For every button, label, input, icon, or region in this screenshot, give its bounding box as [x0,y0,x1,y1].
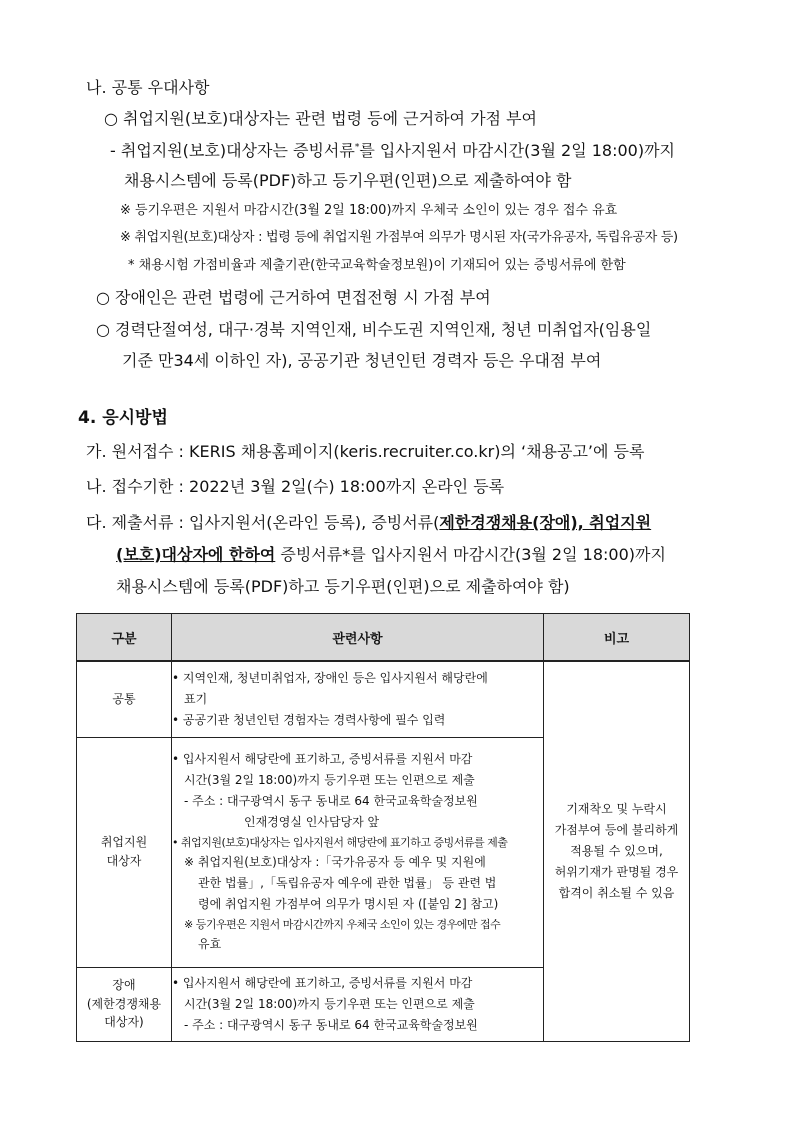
section-heading: 4. 응시방법 [78,408,168,428]
category-label: 대상자 [106,854,142,868]
detail-cell [172,737,544,967]
detail-line: • 입사지원서 해당란에 표기하고, 증빙서류를 지원서 마감 [172,975,473,990]
detail-line: - 주소 : 대구광역시 동구 동내로 64 한국교육학술정보원 [184,1017,478,1032]
method-item: 나. 접수기한 : 2022년 3월 2일(수) 18:00까지 온라인 등록 [86,477,505,496]
detail-line: 관한 법률」,「독립유공자 예우에 관한 법률」 등 관련 법 [198,876,497,890]
note-line: ※ 취업지원(보호)대상자 : 법령 등에 취업지원 가점부여 의무가 명시된 자(국가유공자, 독립유공자 등) [120,230,678,245]
emphasis-text: (보호)대상자에 한하여 [116,545,276,564]
dash-item [110,141,675,160]
detail-line: 표기 [184,691,208,706]
remark-line: 가점부여 등에 불리하게 [554,822,679,837]
table-row [77,661,690,737]
table-header-row [77,614,690,662]
note-line: ※ 등기우편은 지원서 마감시간(3월 2일 18:00)까지 우체국 소인이 있는 경우 접수 유효 [120,203,618,218]
detail-line: • 지역인재, 청년미취업자, 장애인 등은 입사지원서 해당란에 [172,670,488,685]
category-label: 장애 [112,978,136,993]
method-text: 증빙서류*를 입사지원서 마감시간(3월 2일 18:00)까지 [275,545,666,564]
detail-cell [172,661,544,737]
detail-line: 인재경영실 인사담당자 앞 [244,814,380,829]
column-header: 비고 [544,614,690,662]
method-text: 다. 제출서류 : 입사지원서(온라인 등록), 증빙서류( [86,513,440,532]
detail-line: ※ 등기우편은 지원서 마감시간까지 우체국 소인이 있는 경우에만 접수 [184,918,501,931]
method-item-line2 [116,545,666,564]
emphasis-text: 제한경쟁채용(장애), 취업지원 [439,513,652,532]
method-item: 가. 원서접수 : KERIS 채용홈페이지(keris.recruiter.co.kr)의 ‘채용공고’에 등록 [86,442,645,461]
detail-line: - 주소 : 대구광역시 동구 동내로 64 한국교육학술정보원 [184,793,478,808]
dash-item-line2: 채용시스템에 등록(PDF)하고 등기우편(인편)으로 제출하여야 함 [124,171,572,190]
detail-line: ※ 취업지원(보호)대상자 :「국가유공자 등 예우 및 지원에 [184,855,486,869]
detail-line: • 공공기관 청년인턴 경험자는 경력사항에 필수 입력 [172,712,446,727]
detail-line: • 취업지원(보호)대상자는 입사지원서 해당란에 표기하고 증빙서류를 제출 [172,835,508,849]
bullet-item: ○ 장애인은 관련 법령에 근거하여 면접전형 시 가점 부여 [96,288,491,307]
category-cell [77,737,172,967]
detail-line: 시간(3월 2일 18:00)까지 등기우편 또는 인편으로 제출 [184,772,475,787]
requirements-table [76,613,690,1042]
category-label: 취업지원 [100,835,148,850]
column-header: 관련사항 [172,614,544,662]
bullet-item-line2: 기준 만34세 이하인 자), 공공기관 청년인턴 경력자 등은 우대점 부여 [122,351,602,370]
bullet-item: ○ 경력단절여성, 대구·경북 지역인재, 비수도권 지역인재, 청년 미취업자(임용일 [96,320,652,339]
category-label: 대상자) [104,1015,144,1030]
section-title: 나. 공통 우대사항 [86,78,210,97]
note-line: * 채용시험 가점비율과 제출기관(한국교육학술정보원)이 기재되어 있는 증빙서류에 한함 [128,258,626,273]
detail-line: • 입사지원서 해당란에 표기하고, 증빙서류를 지원서 마감 [172,751,473,766]
bullet-item: ○ 취업지원(보호)대상자는 관련 법령 등에 근거하여 가점 부여 [104,109,537,128]
category-label: 공통 [112,691,136,706]
dash-text-b: 를 입사지원서 마감시간(3월 2일 18:00)까지 [359,141,676,160]
remark-line: 적용될 수 있으며, [570,843,663,858]
method-item [86,513,651,532]
detail-line: 시간(3월 2일 18:00)까지 등기우편 또는 인편으로 제출 [184,996,475,1011]
category-cell [77,661,172,737]
remark-line: 기재착오 및 누락시 [566,801,667,816]
remark-line: 허위기재가 판명될 경우 [554,864,679,879]
dash-text-a: - 취업지원(보호)대상자는 증빙서류 [110,141,355,160]
remark-cell [544,661,690,1041]
method-item-line3: 채용시스템에 등록(PDF)하고 등기우편(인편)으로 제출하여야 함) [116,577,570,596]
detail-line: 령에 취업지원 가점부여 의무가 명시된 자 ([붙임 2] 참고) [198,897,499,911]
column-header: 구분 [77,614,172,662]
detail-cell [172,967,544,1041]
footnote-mark: * [354,142,360,153]
category-cell [77,967,172,1041]
category-label: (제한경쟁채용 [86,996,162,1011]
detail-line: 유효 [198,937,222,952]
remark-line: 합격이 취소될 수 있음 [558,885,675,900]
